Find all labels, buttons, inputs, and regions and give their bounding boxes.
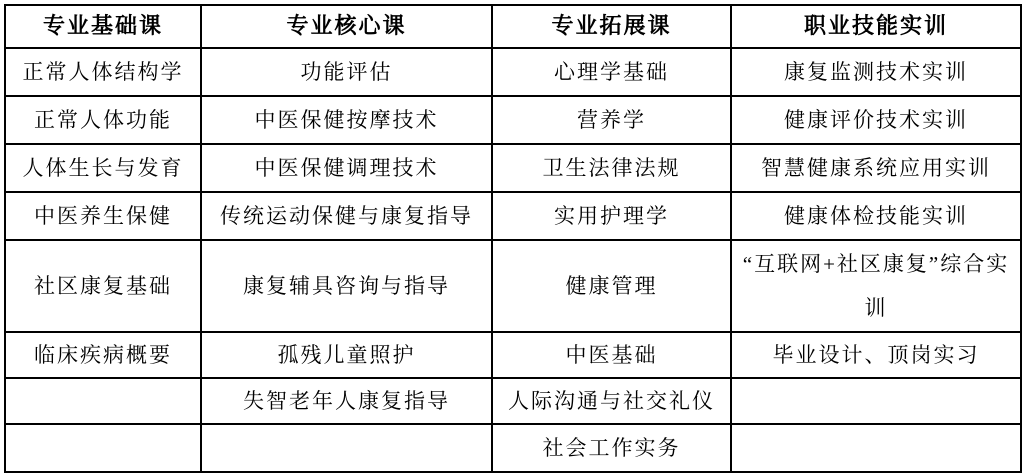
course-cell: 功能评估 (201, 48, 492, 96)
course-cell: 中医保健按摩技术 (201, 96, 492, 144)
course-cell: 心理学基础 (492, 48, 731, 96)
course-cell: 健康管理 (492, 240, 731, 332)
course-cell: 中医基础 (492, 332, 731, 378)
course-cell: 中医保健调理技术 (201, 144, 492, 192)
table-row (5, 332, 1021, 378)
course-cell: 营养学 (492, 96, 731, 144)
table-row (5, 240, 1021, 332)
course-cell: 失智老年人康复指导 (201, 378, 492, 424)
course-cell: “互联网+社区康复”综合实训 (731, 240, 1021, 332)
course-cell: 康复监测技术实训 (731, 48, 1021, 96)
course-cell: 健康体检技能实训 (731, 192, 1021, 240)
course-table (4, 4, 1022, 473)
table-row (5, 96, 1021, 144)
table-row (5, 378, 1021, 424)
table-row (5, 424, 1021, 472)
course-cell: 康复辅具咨询与指导 (201, 240, 492, 332)
course-cell: 人际沟通与社交礼仪 (492, 378, 731, 424)
column-header-basic-courses: 专业基础课 (5, 5, 201, 48)
column-header-skill-training: 职业技能实训 (731, 5, 1021, 48)
course-cell: 实用护理学 (492, 192, 731, 240)
table-row (5, 48, 1021, 96)
column-header-core-courses: 专业核心课 (201, 5, 492, 48)
course-cell (201, 424, 492, 472)
table-header-row (5, 5, 1021, 48)
course-cell: 卫生法律法规 (492, 144, 731, 192)
course-cell: 正常人体功能 (5, 96, 201, 144)
course-cell: 社区康复基础 (5, 240, 201, 332)
course-cell: 社会工作实务 (492, 424, 731, 472)
course-cell: 毕业设计、顶岗实习 (731, 332, 1021, 378)
course-cell: 正常人体结构学 (5, 48, 201, 96)
course-cell: 智慧健康系统应用实训 (731, 144, 1021, 192)
course-cell (5, 424, 201, 472)
course-cell (5, 378, 201, 424)
course-cell: 传统运动保健与康复指导 (201, 192, 492, 240)
course-cell: 人体生长与发育 (5, 144, 201, 192)
table-row (5, 192, 1021, 240)
course-cell: 中医养生保健 (5, 192, 201, 240)
table-row (5, 144, 1021, 192)
course-cell (731, 424, 1021, 472)
course-cell: 孤残儿童照护 (201, 332, 492, 378)
course-cell: 临床疾病概要 (5, 332, 201, 378)
course-cell: 健康评价技术实训 (731, 96, 1021, 144)
column-header-extension-courses: 专业拓展课 (492, 5, 731, 48)
course-cell (731, 378, 1021, 424)
